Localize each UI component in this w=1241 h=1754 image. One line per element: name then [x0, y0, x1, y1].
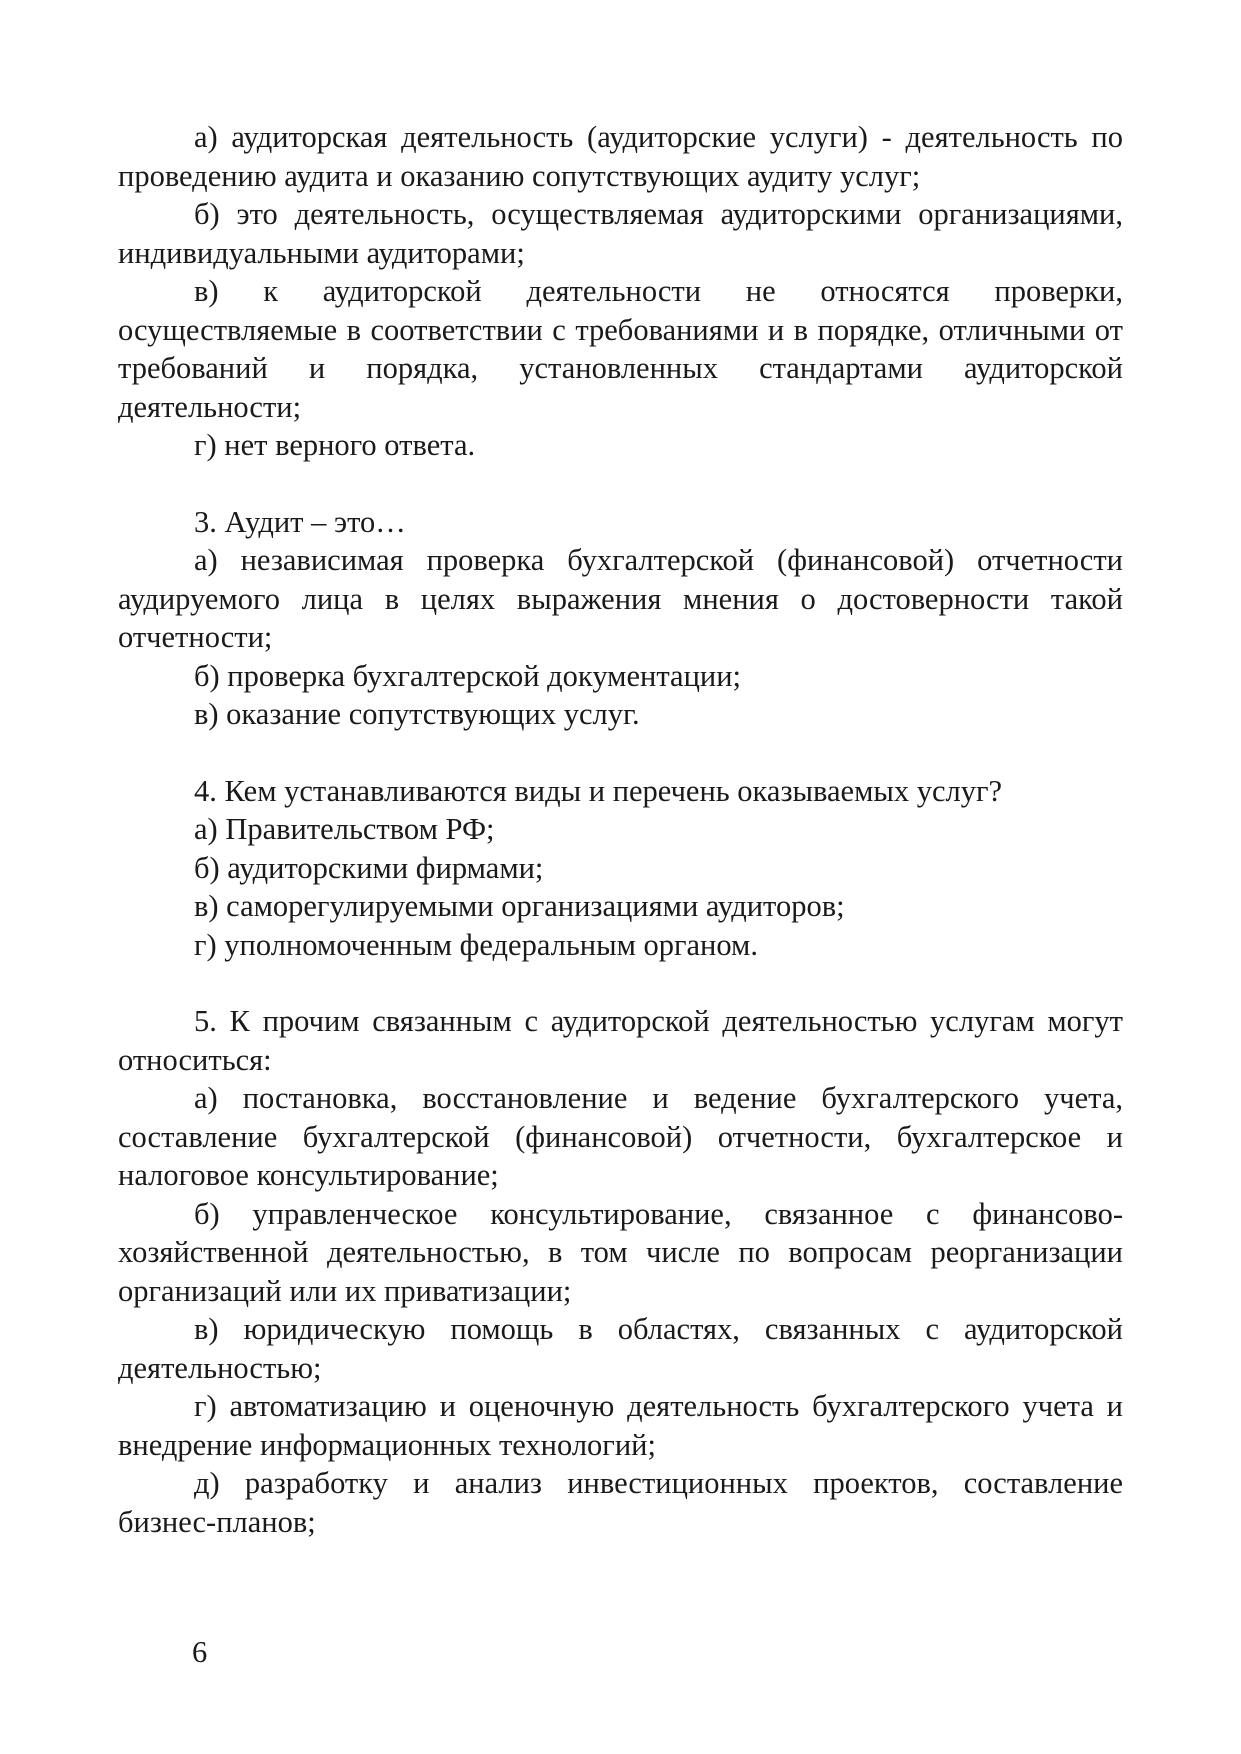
document-page — [118, 118, 1123, 1541]
question-5-option-e: д) разработку и анализ инвестиционных проектов, составление бизнес-планов; — [118, 1466, 1123, 1539]
question-4-option-b: б) аудиторскими фирмами; — [194, 850, 544, 885]
question-3-title: 3. Аудит – это… — [194, 504, 406, 539]
question-5-option-a: а) постановка, восстановление и ведение бухгалтерского учета, составление бухгалтерской (финансовой) отчетности, бухгалтерское и налоговое консультирование; — [118, 1081, 1123, 1192]
question-5-title: 5. К прочим связанным с аудиторской деятельностью услугам могут относиться: — [118, 1004, 1123, 1077]
answer-option-a: а) аудиторская деятельность (аудиторские услуги) - деятельность по проведению аудита и оказанию сопутствующих аудиту услуг; — [118, 120, 1123, 193]
spacer — [118, 964, 1123, 1002]
question-4-title: 4. Кем устанавливаются виды и перечень оказываемых услуг? — [194, 773, 1003, 808]
question-3-option-c: в) оказание сопутствующих услуг. — [194, 697, 640, 731]
spacer — [118, 734, 1123, 772]
question-5-option-b: б) управленческое консультирование, связанное с финансово-хозяйственной деятельностью, в том числе по вопросам реорганизации организаций или их приватизации; — [118, 1196, 1123, 1308]
question-3-option-a: а) независимая проверка бухгалтерской (финансовой) отчетности аудируемого лица в целях выражения мнения о достоверности такой отчетности; — [118, 543, 1123, 654]
question-4-option-c: в) саморегулируемыми организациями аудиторов; — [194, 889, 845, 923]
question-4-option-d: г) уполномоченным федеральным органом. — [194, 927, 758, 962]
answer-option-d: г) нет верного ответа. — [194, 428, 476, 462]
answer-option-c: в) к аудиторской деятельности не относятся проверки, осуществляемые в соответствии с требованиями и в порядке, отличными от требований и порядка, установленных стандартами аудиторской деятельности; — [118, 274, 1123, 424]
spacer — [118, 465, 1123, 503]
answer-option-b: б) это деятельность, осуществляемая аудиторскими организациями, индивидуальными аудиторами; — [118, 197, 1123, 270]
page-number: 6 — [192, 1635, 208, 1669]
question-5-option-c: в) юридическую помощь в областях, связанных с аудиторской деятельностью; — [118, 1312, 1123, 1385]
question-5-option-d: г) автоматизацию и оценочную деятельность бухгалтерского учета и внедрение информационных технологий; — [118, 1389, 1123, 1462]
question-3-option-b: б) проверка бухгалтерской документации; — [194, 658, 742, 693]
question-4-option-a: а) Правительством РФ; — [194, 812, 495, 846]
